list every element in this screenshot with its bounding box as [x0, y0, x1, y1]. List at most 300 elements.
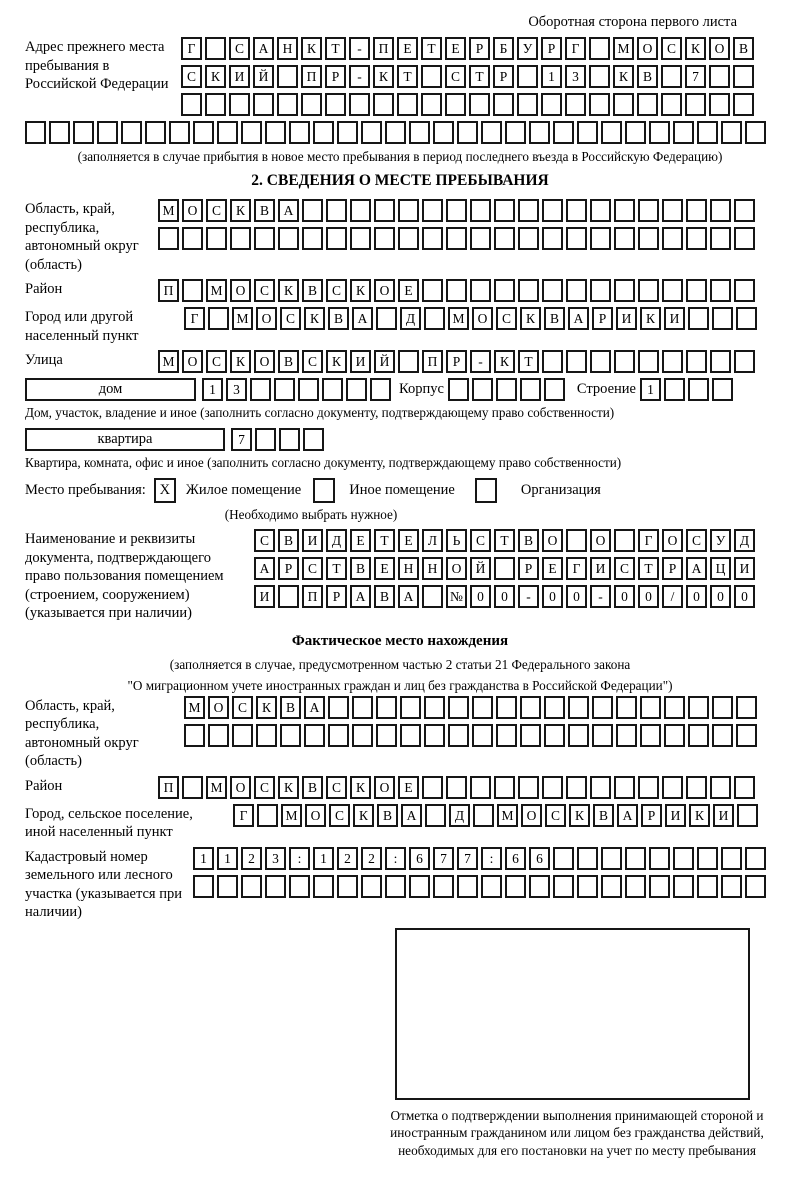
district-label: Район [25, 281, 63, 297]
char-box [184, 724, 205, 747]
char-box [565, 93, 586, 116]
char-box: 2 [337, 847, 358, 870]
char-box [448, 696, 469, 719]
char-box [337, 121, 358, 144]
char-box [616, 724, 637, 747]
option-organization-label: Организация [520, 482, 601, 498]
char-box [361, 121, 382, 144]
char-box [697, 121, 718, 144]
char-box: В [280, 696, 301, 719]
char-box [661, 65, 682, 88]
char-box: 1 [541, 65, 562, 88]
char-box: 0 [734, 585, 755, 608]
char-box: М [232, 307, 253, 330]
char-box: 1 [202, 378, 223, 401]
char-box [253, 93, 274, 116]
char-box [673, 847, 694, 870]
char-box [424, 724, 445, 747]
char-box: В [278, 529, 299, 552]
char-box [337, 875, 358, 898]
char-box: М [158, 199, 179, 222]
char-box [385, 121, 406, 144]
char-box: Г [638, 529, 659, 552]
char-box [182, 227, 203, 250]
char-box [265, 875, 286, 898]
char-box: С [302, 350, 323, 373]
char-box: В [302, 279, 323, 302]
char-box: У [517, 37, 538, 60]
field-region-actual [25, 696, 775, 771]
char-box [734, 199, 755, 222]
char-box: И [664, 307, 685, 330]
char-box: О [230, 279, 251, 302]
char-box [73, 121, 94, 144]
page-side-note: Оборотная сторона первого листа [528, 14, 737, 30]
char-box [661, 93, 682, 116]
char-box: Л [422, 529, 443, 552]
char-box [422, 585, 443, 608]
char-box: К [689, 804, 710, 827]
char-box [568, 696, 589, 719]
char-box [529, 875, 550, 898]
char-box: А [686, 557, 707, 580]
char-box [566, 279, 587, 302]
char-box: С [686, 529, 707, 552]
char-box [542, 279, 563, 302]
char-box: В [544, 307, 565, 330]
char-box: О [662, 529, 683, 552]
char-row [181, 93, 754, 116]
char-box [542, 199, 563, 222]
apartment-number-row [231, 428, 324, 451]
char-box: К [350, 279, 371, 302]
char-box: А [398, 585, 419, 608]
char-box [688, 378, 709, 401]
char-box: К [520, 307, 541, 330]
char-box [673, 875, 694, 898]
char-box [649, 847, 670, 870]
char-box [370, 378, 391, 401]
char-box [279, 428, 300, 451]
char-box: - [470, 350, 491, 373]
char-box [433, 121, 454, 144]
char-box: Р [493, 65, 514, 88]
stay-type-label: Место пребывания: [25, 482, 146, 498]
char-box [712, 696, 733, 719]
char-box: К [494, 350, 515, 373]
char-box: К [301, 37, 322, 60]
char-box [472, 724, 493, 747]
char-box: Е [397, 37, 418, 60]
char-box [662, 350, 683, 373]
char-box: Т [494, 529, 515, 552]
char-box [400, 724, 421, 747]
char-box: 7 [433, 847, 454, 870]
char-box [638, 199, 659, 222]
char-box [182, 279, 203, 302]
city-actual-label: Город, сельское поселение, иной населенный пункт [25, 805, 193, 840]
char-box: № [446, 585, 467, 608]
char-box [637, 93, 658, 116]
char-box: С [470, 529, 491, 552]
char-box: Г [565, 37, 586, 60]
char-box [470, 227, 491, 250]
char-box [541, 93, 562, 116]
char-box [662, 199, 683, 222]
char-box [625, 121, 646, 144]
char-box [553, 875, 574, 898]
char-box: О [521, 804, 542, 827]
char-box [712, 724, 733, 747]
char-box: К [373, 65, 394, 88]
actual-location-caption-2: "О миграционном учете иностранных граждан и лиц без гражданства в Российской Федерации") [127, 677, 673, 693]
char-box: Г [233, 804, 254, 827]
char-box: О [182, 199, 203, 222]
char-row [158, 776, 755, 799]
char-box [121, 121, 142, 144]
char-box [649, 121, 670, 144]
char-box: К [278, 279, 299, 302]
char-box [421, 65, 442, 88]
prev-address-label: Адрес прежнего места пребывания в Российской Федерации [25, 39, 169, 92]
confirmation-stamp-area [395, 928, 750, 1100]
char-box [638, 350, 659, 373]
document-label: Наименование и реквизиты документа, подтверждающего право пользования помещением (строением, сооружением) (указывается при наличии) [25, 531, 224, 621]
char-box [745, 847, 766, 870]
char-box: И [302, 529, 323, 552]
char-box [265, 121, 286, 144]
char-box: О [472, 307, 493, 330]
char-box: Д [449, 804, 470, 827]
char-box: В [328, 307, 349, 330]
stay-type-caption: (Необходимо выбрать нужное) [224, 507, 398, 522]
char-box [625, 875, 646, 898]
char-box: 3 [265, 847, 286, 870]
char-box [614, 279, 635, 302]
char-row [158, 350, 755, 373]
char-box [361, 875, 382, 898]
char-box [664, 378, 685, 401]
char-box: Т [518, 350, 539, 373]
char-box [182, 776, 203, 799]
char-box: В [374, 585, 395, 608]
char-box: О [374, 279, 395, 302]
char-box: Т [421, 37, 442, 60]
char-box: И [713, 804, 734, 827]
char-box: 0 [566, 585, 587, 608]
char-box [193, 875, 214, 898]
char-box: Е [398, 776, 419, 799]
char-box [481, 121, 502, 144]
char-box [457, 875, 478, 898]
char-box: М [613, 37, 634, 60]
char-box [205, 93, 226, 116]
char-box: С [329, 804, 350, 827]
char-box: О [446, 557, 467, 580]
char-box [469, 93, 490, 116]
char-box [422, 776, 443, 799]
char-box [544, 696, 565, 719]
char-box [400, 696, 421, 719]
char-box [734, 279, 755, 302]
char-box [425, 804, 446, 827]
char-box [542, 227, 563, 250]
char-box [710, 227, 731, 250]
char-box: А [401, 804, 422, 827]
char-box [446, 279, 467, 302]
korpus-label: Корпус [399, 381, 444, 397]
char-box [328, 724, 349, 747]
char-box [158, 227, 179, 250]
char-box [97, 121, 118, 144]
char-box [614, 227, 635, 250]
char-box [589, 65, 610, 88]
char-box [250, 378, 271, 401]
char-box: : [481, 847, 502, 870]
char-box [445, 93, 466, 116]
char-box: Р [446, 350, 467, 373]
char-box [494, 199, 515, 222]
char-box: Р [469, 37, 490, 60]
char-box [685, 93, 706, 116]
option-other-premises-label: Иное помещение [349, 482, 455, 498]
char-box [664, 724, 685, 747]
char-box [709, 93, 730, 116]
char-box [733, 93, 754, 116]
char-box: Г [184, 307, 205, 330]
char-box [421, 93, 442, 116]
char-box: 6 [505, 847, 526, 870]
char-box: В [733, 37, 754, 60]
char-box [385, 875, 406, 898]
char-box [376, 307, 397, 330]
char-box: 1 [193, 847, 214, 870]
char-box: - [349, 37, 370, 60]
char-box: С [254, 529, 275, 552]
char-box: 2 [361, 847, 382, 870]
char-box [496, 696, 517, 719]
char-box [326, 199, 347, 222]
char-box [481, 875, 502, 898]
char-box [736, 724, 757, 747]
char-box [529, 121, 550, 144]
char-box [734, 350, 755, 373]
char-box: О [305, 804, 326, 827]
char-box [664, 696, 685, 719]
char-box [289, 875, 310, 898]
char-box: С [614, 557, 635, 580]
char-box: А [617, 804, 638, 827]
char-box [662, 227, 683, 250]
field-region [25, 199, 775, 274]
char-box [520, 378, 541, 401]
char-box [542, 776, 563, 799]
char-box [520, 696, 541, 719]
char-box [350, 199, 371, 222]
char-box: 0 [710, 585, 731, 608]
char-box: А [568, 307, 589, 330]
stroenie-row [640, 378, 733, 401]
char-box: : [385, 847, 406, 870]
char-box: К [230, 350, 251, 373]
char-box [553, 847, 574, 870]
char-box [590, 776, 611, 799]
char-box [577, 121, 598, 144]
char-box [145, 121, 166, 144]
char-box [566, 776, 587, 799]
char-box: Й [253, 65, 274, 88]
char-row [254, 585, 755, 608]
char-box [289, 121, 310, 144]
char-box: Р [278, 557, 299, 580]
char-box [688, 307, 709, 330]
char-box [710, 350, 731, 373]
region-rows [158, 199, 755, 250]
char-row [184, 724, 757, 747]
char-box [590, 350, 611, 373]
char-box: В [593, 804, 614, 827]
char-box: Г [566, 557, 587, 580]
char-box [409, 875, 430, 898]
char-box [496, 378, 517, 401]
char-box [662, 279, 683, 302]
char-box [625, 847, 646, 870]
char-box [208, 307, 229, 330]
char-box [257, 804, 278, 827]
char-box: Т [638, 557, 659, 580]
char-box: С [229, 37, 250, 60]
char-box: Р [641, 804, 662, 827]
char-box [328, 696, 349, 719]
char-box [686, 350, 707, 373]
char-box: А [253, 37, 274, 60]
char-box: И [590, 557, 611, 580]
char-box: П [373, 37, 394, 60]
char-box [518, 279, 539, 302]
char-box [710, 279, 731, 302]
char-box [518, 199, 539, 222]
char-box [589, 37, 610, 60]
char-box: И [350, 350, 371, 373]
prev-address-rows [181, 37, 754, 116]
char-box: С [206, 350, 227, 373]
char-box: 0 [686, 585, 707, 608]
char-box: У [710, 529, 731, 552]
char-box: Е [445, 37, 466, 60]
char-box [568, 724, 589, 747]
char-box: М [184, 696, 205, 719]
char-box [590, 199, 611, 222]
document-rows [254, 529, 755, 608]
confirmation-stamp-caption: Отметка о подтверждении выполнения принимающей стороной и иностранным гражданином или лицом без гражданства действий, необходимых для его постановки на учет по месту пребывания [390, 1107, 764, 1158]
char-box: А [350, 585, 371, 608]
char-box [638, 776, 659, 799]
region-label: Область, край, республика, автономный округ (область) [25, 201, 139, 273]
char-box: - [349, 65, 370, 88]
char-box [520, 724, 541, 747]
char-box: В [350, 557, 371, 580]
char-box: 2 [241, 847, 262, 870]
char-box [424, 696, 445, 719]
char-box: П [158, 279, 179, 302]
char-box [592, 724, 613, 747]
char-box: Е [398, 279, 419, 302]
char-box [517, 93, 538, 116]
char-box: А [304, 696, 325, 719]
field-cadastre [25, 847, 775, 922]
char-box [448, 378, 469, 401]
actual-location-caption-1: (заполняется в случае, предусмотренном частью 2 статьи 21 Федерального закона [169, 656, 631, 672]
char-box: С [302, 557, 323, 580]
char-box: 0 [470, 585, 491, 608]
char-box [688, 696, 709, 719]
stay-type-row [25, 478, 775, 503]
char-box [255, 428, 276, 451]
char-box [446, 199, 467, 222]
char-box [494, 227, 515, 250]
char-box [566, 199, 587, 222]
char-box: К [353, 804, 374, 827]
house-type-box: дом [25, 378, 196, 401]
char-box [518, 776, 539, 799]
char-box [688, 724, 709, 747]
char-box: Р [662, 557, 683, 580]
char-box [736, 696, 757, 719]
char-box [241, 121, 262, 144]
char-box: К [613, 65, 634, 88]
actual-location-title: Фактическое место нахождения [291, 632, 509, 649]
field-city [25, 307, 775, 345]
char-box: С [326, 279, 347, 302]
char-row [181, 65, 754, 88]
char-box: А [278, 199, 299, 222]
char-box [230, 227, 251, 250]
char-box: В [518, 529, 539, 552]
char-box [304, 724, 325, 747]
char-box [422, 199, 443, 222]
checkbox-residential: X [154, 478, 176, 503]
char-box: Р [541, 37, 562, 60]
char-box [433, 875, 454, 898]
char-box [710, 776, 731, 799]
char-box: М [448, 307, 469, 330]
char-box: Е [542, 557, 563, 580]
char-box: 0 [638, 585, 659, 608]
char-row [193, 847, 766, 870]
char-box [298, 378, 319, 401]
char-box: В [377, 804, 398, 827]
checkbox-other-premises [313, 478, 335, 503]
char-row [254, 529, 755, 552]
field-city-actual [25, 804, 775, 842]
field-prev-address [25, 37, 775, 116]
char-box [638, 279, 659, 302]
char-box [614, 529, 635, 552]
char-box [712, 378, 733, 401]
char-box [398, 227, 419, 250]
char-box: О [542, 529, 563, 552]
char-row [181, 37, 754, 60]
char-box [169, 121, 190, 144]
char-box [577, 847, 598, 870]
char-box: 7 [231, 428, 252, 451]
char-box: Р [592, 307, 613, 330]
char-box [193, 121, 214, 144]
char-row [184, 696, 757, 719]
char-box [745, 875, 766, 898]
option-residential-label: Жилое помещение [185, 482, 302, 498]
checkbox-organization [475, 478, 497, 503]
